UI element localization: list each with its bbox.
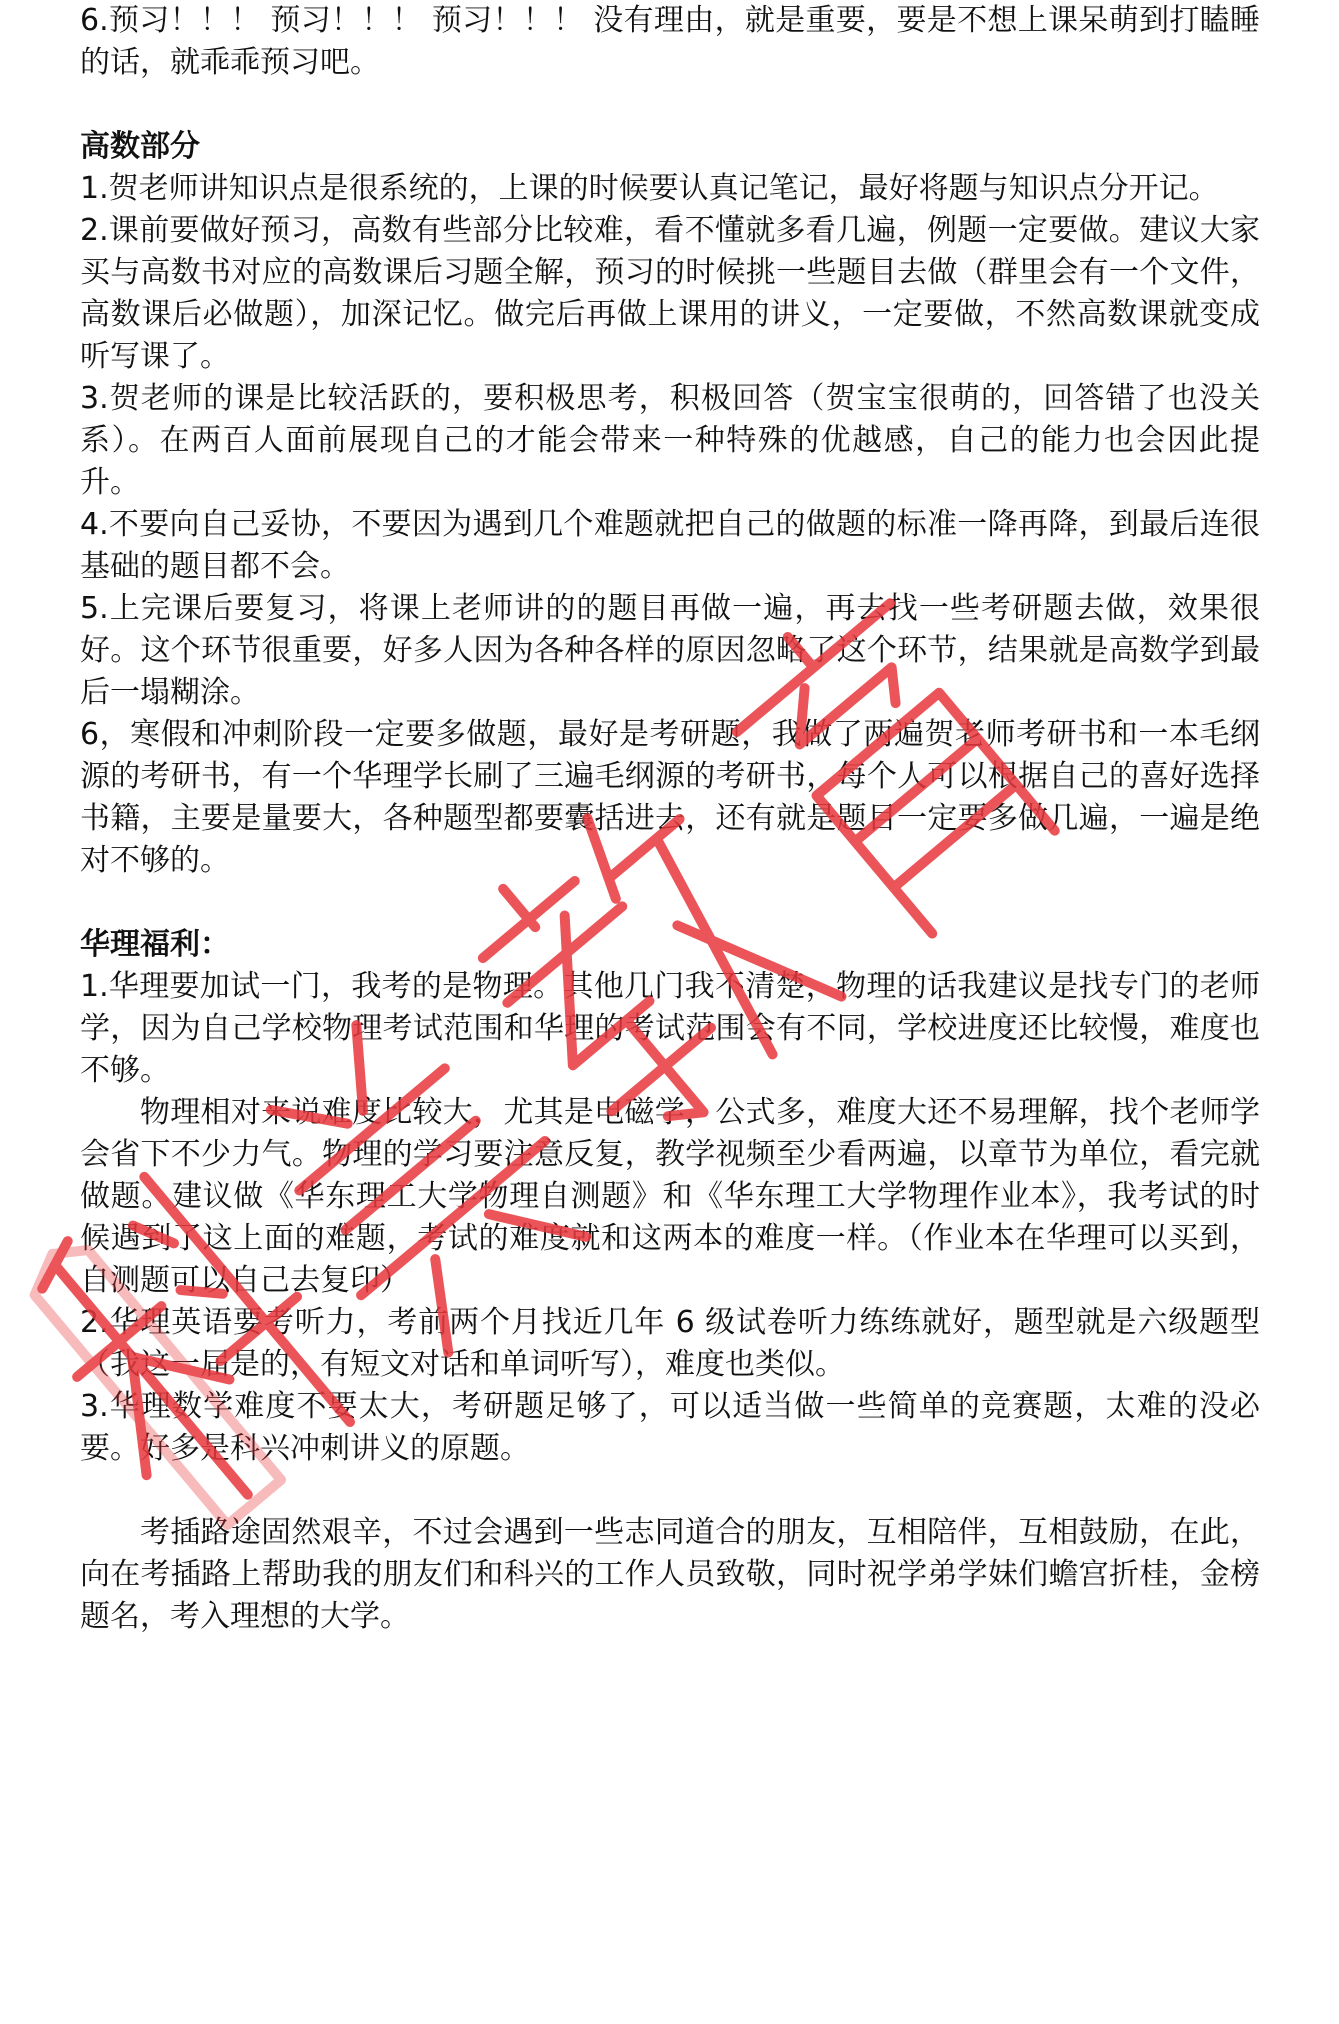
- math-item-5: 5.上完课后要复习，将课上老师讲的的题目再做一遍，再去找一些考研题去做，效果很好。这个环节很重要，好多人因为各种各样的原因忽略了这个环节，结果就是高数学到最后一塌糊涂。: [80, 591, 1260, 710]
- benefits-section-heading: 华理福利：: [80, 927, 230, 962]
- spacer: [80, 882, 1260, 924]
- benefits-item-2: 2.华理英语要考听力，考前两个月找近几年 6 级试卷听力练练就好，题型就是六级题型（我这一届是的，有短文对话和单词听写），难度也类似。: [80, 1305, 1260, 1382]
- spacer: [80, 84, 1260, 126]
- benefits-item-1-continued: 物理相对来说难度比较大，尤其是电磁学，公式多，难度大还不易理解，找个老师学会省下不少力气。物理的学习要注意反复，教学视频至少看两遍，以章节为单位，看完就做题。建议做《华东理工大学物理自测题》和《华东理工大学物理作业本》，我考试的时候遇到了这上面的难题，考试的难度就和这两本的难度一样。（作业本在华理可以买到，自测题可以自己去复印）: [80, 1095, 1260, 1298]
- benefits-item-1: 1.华理要加试一门，我考的是物理。其他几门我不清楚，物理的话我建议是找专门的老师学，因为自己学校物理考试范围和华理的考试范围会有不同，学校进度还比较慢，难度也不够。: [80, 969, 1260, 1088]
- benefits-item-3: 3.华理数学难度不要太大，考研题足够了，可以适当做一些简单的竞赛题，太难的没必要。好多是科兴冲刺讲义的原题。: [80, 1389, 1260, 1466]
- math-item-1: 1.贺老师讲知识点是很系统的，上课的时候要认真记笔记，最好将题与知识点分开记。: [80, 171, 1219, 206]
- math-item-2: 2.课前要做好预习，高数有些部分比较难，看不懂就多看几遍，例题一定要做。建议大家买与高数书对应的高数课后习题全解，预习的时候挑一些题目去做（群里会有一个文件，高数课后必做题），加深记忆。做完后再做上课用的讲义，一定要做，不然高数课就变成听写课了。: [80, 213, 1260, 374]
- document-page: [80, 0, 1260, 2024]
- intro-paragraph-6: 6.预习！！！ 预习！！！ 预习！！！ 没有理由，就是重要，要是不想上课呆萌到打瞌睡的话，就乖乖预习吧。: [80, 3, 1260, 80]
- math-item-3: 3.贺老师的课是比较活跃的，要积极思考，积极回答（贺宝宝很萌的，回答错了也没关系）。在两百人面前展现自己的才能会带来一种特殊的优越感，自己的能力也会因此提升。: [80, 381, 1260, 500]
- math-item-4: 4.不要向自己妥协，不要因为遇到几个难题就把自己的做题的标准一降再降，到最后连很基础的题目都不会。: [80, 507, 1260, 584]
- spacer: [80, 1470, 1260, 1512]
- closing-paragraph: 考插路途固然艰辛，不过会遇到一些志同道合的朋友，互相陪伴，互相鼓励，在此，向在考插路上帮助我的朋友们和科兴的工作人员致敬，同时祝学弟学妹们蟾宫折桂，金榜题名，考入理想的大学。: [80, 1515, 1260, 1634]
- math-section-heading: 高数部分: [80, 129, 200, 164]
- math-item-6: 6，寒假和冲刺阶段一定要多做题，最好是考研题，我做了两遍贺老师考研书和一本毛纲源的考研书，有一个华理学长刷了三遍毛纲源的考研书，每个人可以根据自己的喜好选择书籍，主要是量要大，各种题型都要囊括进去，还有就是题目一定要多做几遍，一遍是绝对不够的。: [80, 717, 1260, 878]
